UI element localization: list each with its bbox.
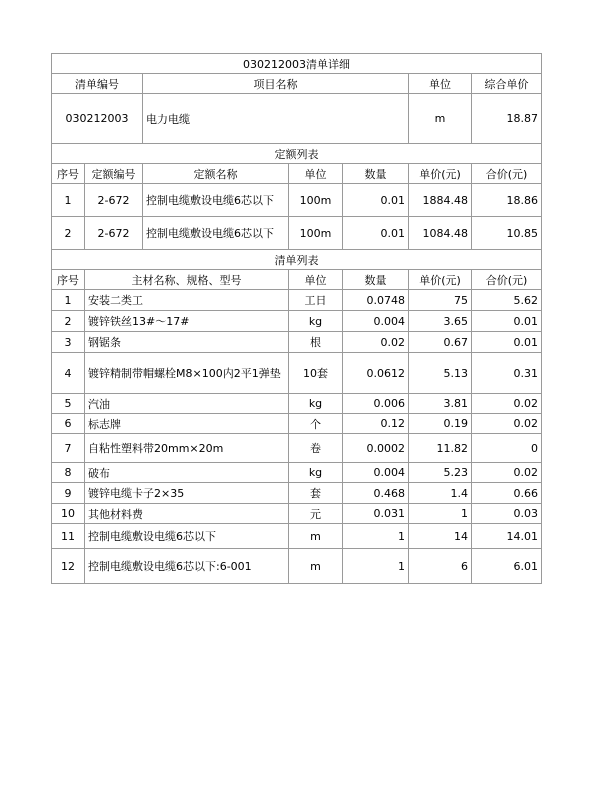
table-row: [52, 290, 542, 311]
cell-name: 控制电缆敷设电缆6芯以下: [85, 524, 289, 549]
cell-no: 5: [52, 394, 85, 414]
table-row: [52, 184, 542, 217]
cell-name: 镀锌精制带帽螺栓M8×100内2平1弹垫: [85, 353, 289, 394]
cell-name: 安装二类工: [85, 290, 289, 311]
material-table: [51, 249, 542, 584]
cell-total: 0.02: [472, 463, 542, 483]
table-row: [52, 504, 542, 524]
cell-price: 3.65: [409, 311, 472, 332]
col-qty: 数量: [343, 164, 409, 184]
cell-unit: 工日: [289, 290, 343, 311]
table-row: [52, 483, 542, 504]
cell-total: 0.66: [472, 483, 542, 504]
cell-qty: 0.0748: [343, 290, 409, 311]
col-code: 定额编号: [85, 164, 143, 184]
item-unit-price: 18.87: [472, 94, 542, 144]
item-name: 电力电缆: [143, 94, 409, 144]
cell-name: 标志牌: [85, 414, 289, 434]
cell-unit: kg: [289, 463, 343, 483]
cell-qty: 1: [343, 549, 409, 584]
cell-no: 12: [52, 549, 85, 584]
cell-qty: 0.02: [343, 332, 409, 353]
table-row: [52, 217, 542, 250]
cell-unit: m: [289, 524, 343, 549]
cell-no: 8: [52, 463, 85, 483]
table-row: [52, 414, 542, 434]
cell-no: 6: [52, 414, 85, 434]
cell-price: 5.23: [409, 463, 472, 483]
cell-price: 1084.48: [409, 217, 472, 250]
cell-unit: 100m: [289, 184, 343, 217]
table-row: [52, 524, 542, 549]
cell-name: 控制电缆敷设电缆6芯以下: [143, 184, 289, 217]
cell-no: 2: [52, 217, 85, 250]
cell-total: 5.62: [472, 290, 542, 311]
cell-no: 4: [52, 353, 85, 394]
cell-unit: 100m: [289, 217, 343, 250]
cell-name: 其他材料费: [85, 504, 289, 524]
cell-unit: 10套: [289, 353, 343, 394]
quota-section-title: 定额列表: [52, 144, 542, 164]
cell-name: 自粘性塑料带20mm×20m: [85, 434, 289, 463]
col-unit: 单位: [289, 270, 343, 290]
quota-table: [51, 143, 542, 250]
table-row: [52, 311, 542, 332]
col-no: 序号: [52, 164, 85, 184]
col-price: 单价(元): [409, 270, 472, 290]
cell-no: 2: [52, 311, 85, 332]
table-row: [52, 353, 542, 394]
material-header-row: [52, 270, 542, 290]
cell-qty: 0.01: [343, 184, 409, 217]
table-row: [52, 394, 542, 414]
cell-qty: 0.004: [343, 463, 409, 483]
cell-total: 18.86: [472, 184, 542, 217]
cell-name: 钢锯条: [85, 332, 289, 353]
cell-price: 1: [409, 504, 472, 524]
cell-name: 破布: [85, 463, 289, 483]
cell-total: 0: [472, 434, 542, 463]
cell-no: 11: [52, 524, 85, 549]
table-row: [52, 463, 542, 483]
table-row: [52, 434, 542, 463]
cell-price: 11.82: [409, 434, 472, 463]
cell-unit: 卷: [289, 434, 343, 463]
material-section-title: 清单列表: [52, 250, 542, 270]
cell-price: 0.67: [409, 332, 472, 353]
cell-unit: 个: [289, 414, 343, 434]
bill-summary-table: [51, 53, 542, 144]
cell-code: 2-672: [85, 184, 143, 217]
cell-qty: 0.031: [343, 504, 409, 524]
cell-code: 2-672: [85, 217, 143, 250]
cell-price: 0.19: [409, 414, 472, 434]
cell-total: 14.01: [472, 524, 542, 549]
table-row: [52, 549, 542, 584]
col-qty: 数量: [343, 270, 409, 290]
col-name: 主材名称、规格、型号: [85, 270, 289, 290]
cell-qty: 0.01: [343, 217, 409, 250]
cell-no: 9: [52, 483, 85, 504]
cell-price: 5.13: [409, 353, 472, 394]
cell-total: 0.02: [472, 414, 542, 434]
col-price: 单价(元): [409, 164, 472, 184]
cell-price: 1884.48: [409, 184, 472, 217]
cell-total: 0.31: [472, 353, 542, 394]
header-bill-code: 清单编号: [52, 74, 143, 94]
cell-qty: 1: [343, 524, 409, 549]
cell-no: 1: [52, 184, 85, 217]
quota-header-row: [52, 164, 542, 184]
header-item-name: 项目名称: [143, 74, 409, 94]
header-unit-price: 综合单价: [472, 74, 542, 94]
cell-total: 6.01: [472, 549, 542, 584]
cell-qty: 0.0002: [343, 434, 409, 463]
cell-qty: 0.12: [343, 414, 409, 434]
cell-total: 0.03: [472, 504, 542, 524]
cell-unit: 根: [289, 332, 343, 353]
col-unit: 单位: [289, 164, 343, 184]
cell-qty: 0.0612: [343, 353, 409, 394]
col-total: 合价(元): [472, 164, 542, 184]
cell-unit: kg: [289, 311, 343, 332]
table-row: [52, 332, 542, 353]
cell-name: 控制电缆敷设电缆6芯以下: [143, 217, 289, 250]
cell-name: 镀锌铁丝13#～17#: [85, 311, 289, 332]
col-name: 定额名称: [143, 164, 289, 184]
cell-no: 10: [52, 504, 85, 524]
cell-price: 14: [409, 524, 472, 549]
cell-unit: kg: [289, 394, 343, 414]
cell-total: 0.01: [472, 311, 542, 332]
header-unit: 单位: [409, 74, 472, 94]
cell-name: 汽油: [85, 394, 289, 414]
cell-name: 镀锌电缆卡子2×35: [85, 483, 289, 504]
bill-code: 030212003: [52, 94, 143, 144]
item-unit: m: [409, 94, 472, 144]
cell-no: 3: [52, 332, 85, 353]
page-title: 030212003清单详细: [52, 54, 542, 74]
cell-qty: 0.004: [343, 311, 409, 332]
cell-price: 75: [409, 290, 472, 311]
cell-no: 1: [52, 290, 85, 311]
cell-unit: m: [289, 549, 343, 584]
cell-price: 3.81: [409, 394, 472, 414]
cell-total: 0.02: [472, 394, 542, 414]
col-no: 序号: [52, 270, 85, 290]
cell-qty: 0.006: [343, 394, 409, 414]
col-total: 合价(元): [472, 270, 542, 290]
cell-qty: 0.468: [343, 483, 409, 504]
cell-name: 控制电缆敷设电缆6芯以下:6-001: [85, 549, 289, 584]
cell-price: 6: [409, 549, 472, 584]
cell-unit: 元: [289, 504, 343, 524]
cell-price: 1.4: [409, 483, 472, 504]
cell-no: 7: [52, 434, 85, 463]
cell-total: 10.85: [472, 217, 542, 250]
cell-total: 0.01: [472, 332, 542, 353]
cell-unit: 套: [289, 483, 343, 504]
